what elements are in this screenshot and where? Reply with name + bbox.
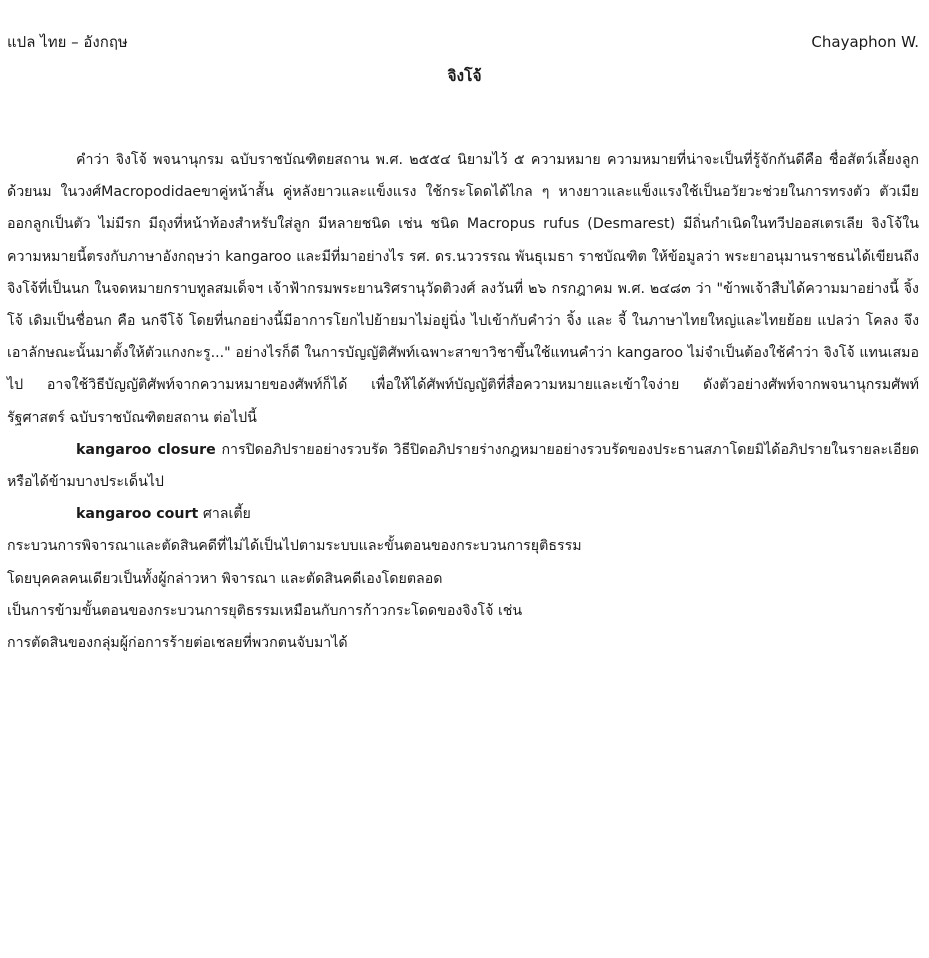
header-author: Chayaphon W. bbox=[811, 33, 919, 51]
intro-paragraph: คำว่า จิงโจ้ พจนานุกรม ฉบับราชบัณฑิตยสถาน พ.ศ. ๒๕๕๔ นิยามไว้ ๕ ความหมาย ความหมายที่น่าจะเป็นที่รู้จักกันดีคือ ชื่อสัตว์เลี้ยงลูกด้วยนม ในวงศ์Macropodidaeขาคู่หน้าสั้น คู่หลังยาวและแข็งแรง ใช้กระโดดได้ไกล ๆ หางยาวและแข็งแรงใช้เป็นอวัยวะช่วยในการทรงตัว ตัวเมียออกลูกเป็นตัว ไม่มีรก มีถุงที่หน้าท้องสำหรับใส่ลูก มีหลายชนิด เช่น ชนิด Macropus rufus (Desmarest) มีถิ่นกำเนิดในทวีปออสเตรเลีย จิงโจ้ในความหมายนี้ตรงกับภาษาอังกฤษว่า kangaroo และมีที่มาอย่างไร รศ. ดร.นววรรณ พันธุเมธา ราชบัณฑิต ให้ข้อมูลว่า พระยาอนุมานราชธนได้เขียนถึงจิงโจ้ที่เป็นนก ในจดหมายกราบทูลสมเด็จฯ เจ้าฟ้ากรมพระยานริศรานุวัดติวงศ์ ลงวันที่ ๒๖ กรกฎาคม พ.ศ. ๒๔๘๓ ว่า "ข้าพเจ้าสืบได้ความมาอย่างนี้ จิ้งโจ้ เดิมเป็นชื่อนก คือ นกจีโจ้ โดยที่นกอย่างนี้มีอาการโยกไปย้ายมาไม่อยู่นิ่ง ไปเข้ากับคำว่า จิ้ง และ จี้ ในภาษาไทยใหญ่และไทยย้อย แปลว่า โคลง จึงเอาลักษณะนั้นมาตั้งให้ตัวแกงกะรู..." อย่างไรก็ดี ในการบัญญัติศัพท์เฉพาะสาขาวิชาขึ้นใช้แทนคำว่า kangaroo ไม่จำเป็นต้องใช้คำว่า จิงโจ้ แทนเสมอไป อาจใช้วิธีบัญญัติศัพท์จากความหมายของศัพท์ก็ได้ เพื่อให้ได้ศัพท์บัญญัติที่สื่อความหมายและเข้าใจง่าย ดังตัวอย่างศัพท์จากพจนานุกรมศัพท์รัฐศาสตร์ ฉบับราชบัณฑิตยสถาน ต่อไปนี้ bbox=[7, 152, 919, 426]
entry-kangaroo-court bbox=[7, 498, 919, 530]
entry-definition: ศาลเตี้ย bbox=[198, 506, 251, 523]
document-title: จิงโจ้ bbox=[447, 67, 482, 85]
court-explanation-line: เป็นการข้ามขั้นตอนของกระบวนการยุติธรรมเหมือนกับการก้าวกระโดดของจิงโจ้ เช่น bbox=[7, 602, 523, 619]
court-explanation-line: การตัดสินของกลุ่มผู้ก่อการร้ายต่อเชลยที่พวกตนจับมาได้ bbox=[7, 635, 348, 652]
entry-term: kangaroo closure bbox=[76, 441, 216, 458]
court-explanation-line: โดยบุคคลคนเดียวเป็นทั้งผู้กล่าวหา พิจารณา และตัดสินคดีเองโดยตลอด bbox=[7, 570, 443, 587]
entry-kangaroo-closure bbox=[7, 434, 919, 498]
entry-definition: การปิดอภิปรายอย่างรวบรัด วิธีปิดอภิปรายร่างกฎหมายอย่างรวบรัดของประธานสภาโดยมิได้อภิปรายในรายละเอียดหรือได้ข้ามบางประเด็นไป bbox=[7, 441, 919, 491]
document-body bbox=[7, 144, 919, 659]
document-header bbox=[7, 30, 919, 54]
court-explanation-line: กระบวนการพิจารณาและตัดสินคดีที่ไม่ได้เป็นไปตามระบบและขั้นตอนของกระบวนการยุติธรรม bbox=[7, 538, 582, 555]
entry-term: kangaroo court bbox=[76, 506, 199, 523]
header-subject: แปล ไทย – อังกฤษ bbox=[7, 33, 128, 51]
